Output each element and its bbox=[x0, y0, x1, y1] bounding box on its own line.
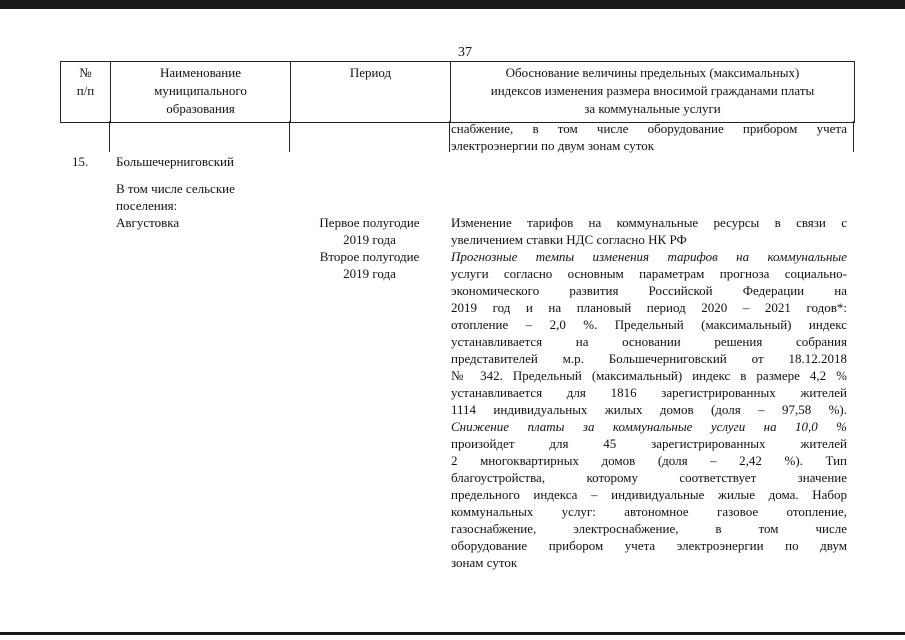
column-divider bbox=[853, 121, 854, 152]
page-number: 37 bbox=[458, 45, 472, 60]
reason-line-italic: Снижение платы за коммунальные услуги на 10,0 % bbox=[451, 419, 847, 434]
column-divider bbox=[289, 121, 290, 152]
reason-line: 1114 индивидуальных жилых домов (доля – 97,58 %). bbox=[451, 402, 847, 417]
reason-line: устанавливается на основании решения собрания bbox=[451, 334, 847, 349]
reason-line: коммунальных услуг: автономное газовое отопление, bbox=[451, 504, 847, 519]
reason-line: представителей м.р. Большечерниговский от 18.12.2018 bbox=[451, 351, 847, 366]
reason-line: зонам суток bbox=[451, 555, 518, 570]
reason-line: 2 многоквартирных домов (доля – 2,42 %). Тип bbox=[451, 453, 847, 468]
reason-line: отопление – 2,0 %. Предельный (максимальный) индекс bbox=[451, 317, 847, 332]
reason-line: экономического развития Российской Федерации на bbox=[451, 283, 847, 298]
subheading: поселения: bbox=[116, 198, 178, 213]
reason-line: оборудование прибором учета электроэнергии по двум bbox=[451, 538, 847, 553]
reason-line: предельного индекса – индивидуальные жилые дома. Набор bbox=[451, 487, 847, 502]
table-header bbox=[60, 61, 855, 123]
period-first-half-year: 2019 года bbox=[343, 232, 396, 247]
subheading: В том числе сельские bbox=[116, 181, 235, 196]
reason-line: газоснабжение, электроснабжение, в том числе bbox=[451, 521, 847, 536]
reason-line: № 342. Предельный (максимальный) индекс в размере 4,2 % bbox=[451, 368, 847, 383]
column-divider bbox=[449, 121, 450, 152]
header-number: № п/п bbox=[76, 65, 95, 98]
header-reason: Обоснование величины предельных (максимальных) индексов изменения размера вносимой гражданами платы за коммунальные услуги bbox=[490, 65, 815, 116]
reason-line-italic: Прогнозные темпы изменения тарифов на коммунальные bbox=[451, 249, 847, 264]
reason-line: 2019 год и на плановый период 2020 – 2021 годов*: bbox=[451, 300, 847, 315]
reason-line: устанавливается для 1816 зарегистрированных жителей bbox=[451, 385, 847, 400]
reason-line: произойдет для 45 зарегистрированных жителей bbox=[451, 436, 847, 451]
period-second-half-year: 2019 года bbox=[343, 266, 396, 281]
continuation-line: снабжение, в том числе оборудование прибором учета bbox=[451, 121, 847, 136]
settlement-name: Августовка bbox=[116, 215, 180, 230]
row-number: 15. bbox=[72, 154, 89, 169]
scan-border-bottom bbox=[0, 632, 905, 635]
period-second-half: Второе полугодие bbox=[319, 249, 420, 264]
municipality-name: Большечерниговский bbox=[116, 154, 234, 169]
scan-border-top bbox=[0, 0, 905, 9]
period-first-half: Первое полугодие bbox=[319, 215, 420, 230]
header-municipality: Наименование муниципального образования bbox=[154, 65, 247, 116]
reason-line: Изменение тарифов на коммунальные ресурсы в связи с bbox=[451, 215, 847, 230]
reason-line: увеличением ставки НДС согласно НК РФ bbox=[451, 232, 687, 247]
reason-line: услуги согласно основным параметрам прогноза социально- bbox=[451, 266, 847, 281]
header-period: Период bbox=[349, 65, 392, 80]
column-divider bbox=[109, 121, 110, 152]
continuation-line: электроэнергии по двум зонам суток bbox=[451, 138, 655, 153]
reason-line: благоустройства, которому соответствует значение bbox=[451, 470, 847, 485]
